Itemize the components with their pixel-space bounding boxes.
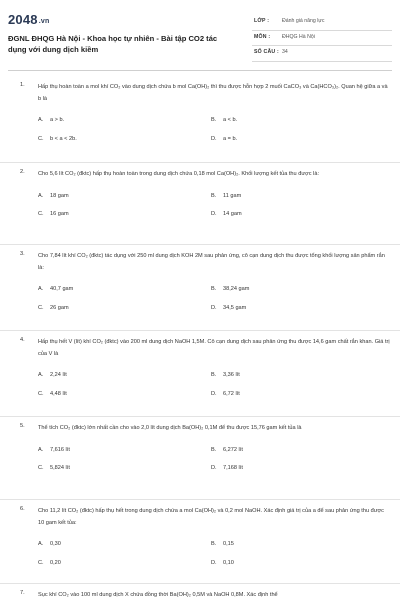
- option-d[interactable]: [211, 130, 384, 149]
- option-letter: B.: [211, 372, 217, 379]
- question-number: 6.: [20, 506, 25, 512]
- logo-tld: .vn: [38, 18, 50, 25]
- option-text: 18 gam: [50, 192, 69, 199]
- question-list: [0, 76, 400, 600]
- logo-text: 2048: [8, 12, 38, 27]
- option-letter: D.: [211, 211, 217, 218]
- option-letter: B.: [211, 192, 217, 199]
- option-letter: B.: [211, 286, 217, 293]
- option-text: b < a < 2b.: [50, 135, 77, 142]
- option-text: 7,616 lít: [50, 446, 70, 453]
- question-stem: Cho 11,2 lít CO₂ (đktc) hấp thụ hết trong dung dịch chứa a mol Ca(OH)₂ và 0,2 mol NaOH. Xác định giá trị của a để sau phản ứng thu được 10 gam kết tủa:: [38, 508, 384, 526]
- option-text: 4,48 lít: [50, 390, 67, 397]
- question-item: [0, 245, 400, 331]
- option-text: 11 gam: [223, 192, 242, 199]
- option-letter: A.: [38, 541, 44, 548]
- option-letter: D.: [211, 559, 217, 566]
- option-b[interactable]: [211, 280, 384, 299]
- question-number: 7.: [20, 590, 25, 596]
- page-header: [0, 0, 400, 68]
- option-letter: C.: [38, 465, 44, 472]
- option-letter: D.: [211, 304, 217, 311]
- option-letter: C.: [38, 304, 44, 311]
- question-item: [0, 76, 400, 163]
- option-text: 3,36 lít: [223, 372, 240, 379]
- question-item: [0, 331, 400, 417]
- option-text: 40,7 gam: [50, 286, 74, 293]
- question-item: [0, 584, 400, 600]
- option-letter: D.: [211, 465, 217, 472]
- option-text: 38,24 gam: [223, 286, 250, 293]
- option-letter: D.: [211, 390, 217, 397]
- option-b[interactable]: [211, 366, 384, 385]
- question-stem: Sục khí CO₂ vào 100 ml dung dịch X chứa đồng thời Ba(OH)₂ 0,5M và NaOH 0,8M. Xác định thể: [38, 592, 278, 598]
- option-letter: A.: [38, 446, 44, 453]
- option-text: 26 gam: [50, 304, 69, 311]
- document-title: ĐGNL ĐHQG Hà Nội - Khoa học tự nhiên - Bài tập CO2 tác dụng với dung dịch kiềm: [8, 34, 218, 54]
- question-number: 3.: [20, 251, 25, 257]
- option-grid: [38, 435, 390, 486]
- meta-row-subject: [252, 31, 392, 47]
- option-text: a < b.: [223, 117, 238, 124]
- option-c[interactable]: [38, 554, 211, 573]
- option-text: 7,168 lít: [223, 465, 243, 472]
- option-text: 5,824 lít: [50, 465, 70, 472]
- question-stem: Cho 7,84 lít khí CO₂ (đktc) tác dụng với 250 ml dung dịch KOH 2M sau phản ứng, cô cạn dung dịch thu được tổng khối lượng sản phẩm rắn là:: [38, 253, 385, 271]
- option-a[interactable]: [38, 535, 211, 554]
- option-letter: A.: [38, 192, 44, 199]
- option-letter: C.: [38, 390, 44, 397]
- option-grid: [38, 181, 390, 232]
- option-letter: C.: [38, 135, 44, 142]
- question-number: 2.: [20, 169, 25, 175]
- option-text: 14 gam: [223, 211, 242, 218]
- meta-value: Đánh giá năng lực: [282, 18, 325, 24]
- option-text: 0,30: [50, 541, 61, 548]
- meta-key: LỚP :: [254, 18, 270, 24]
- question-stem: Hấp thụ hoàn toàn a mol khí CO₂ vào dung dịch chứa b mol Ca(OH)₂ thì thu được hỗn hợp 2 muối CaCO₃ và Ca(HCO₃)₂. Quan hệ giữa a và b là: [38, 84, 388, 102]
- option-grid: [38, 105, 390, 156]
- option-a[interactable]: [38, 111, 211, 130]
- option-letter: A.: [38, 117, 44, 124]
- question-stem: Thể tích CO₂ (đktc) lớn nhất cần cho vào 2,0 lít dung dịch Ba(OH)₂ 0,1M để thu được 15,76 gam kết tủa là: [38, 425, 302, 431]
- option-d[interactable]: [211, 299, 384, 318]
- option-a[interactable]: [38, 366, 211, 385]
- option-text: 6,72 lít: [223, 390, 240, 397]
- option-letter: C.: [38, 559, 44, 566]
- option-b[interactable]: [211, 187, 384, 206]
- question-number: 1.: [20, 82, 25, 88]
- option-letter: B.: [211, 446, 217, 453]
- option-c[interactable]: [38, 205, 211, 224]
- option-a[interactable]: [38, 187, 211, 206]
- option-text: a = b.: [223, 135, 238, 142]
- option-b[interactable]: [211, 111, 384, 130]
- option-a[interactable]: [38, 280, 211, 299]
- option-letter: B.: [211, 541, 217, 548]
- option-text: 0,15: [223, 541, 234, 548]
- option-b[interactable]: [211, 535, 384, 554]
- question-item: [0, 500, 400, 584]
- option-c[interactable]: [38, 130, 211, 149]
- option-c[interactable]: [38, 459, 211, 478]
- meta-row-count: [252, 46, 392, 62]
- option-b[interactable]: [211, 441, 384, 460]
- question-stem: Cho 5,6 lít CO₂ (đktc) hấp thụ hoàn toàn trong dung dịch chứa 0,18 mol Ca(OH)₂. Khối lượng kết tủa thu được là:: [38, 171, 319, 177]
- option-text: 2,24 lít: [50, 372, 67, 379]
- option-grid: [38, 529, 390, 580]
- meta-key: MÔN :: [254, 33, 271, 40]
- meta-value: 34: [282, 49, 288, 55]
- meta-key: SỐ CÂU :: [254, 49, 279, 55]
- option-d[interactable]: [211, 554, 384, 573]
- document-meta: [252, 15, 392, 62]
- option-c[interactable]: [38, 299, 211, 318]
- meta-value: ĐHQG Hà Nội: [282, 33, 315, 40]
- option-text: 6,272 lít: [223, 446, 243, 453]
- option-letter: C.: [38, 211, 44, 218]
- option-grid: [38, 274, 390, 325]
- meta-row-class: [252, 15, 392, 31]
- option-letter: A.: [38, 372, 44, 379]
- question-stem: Hấp thụ hết V (lít) khí CO₂ (đktc) vào 200 ml dung dịch NaOH 1,5M. Cô cạn dung dịch sau phản ứng thu được 14,6 gam chất rắn khan. Giá trị của V là: [38, 339, 390, 357]
- option-text: 0,10: [223, 559, 234, 566]
- option-d[interactable]: [211, 459, 384, 478]
- option-text: 34,5 gam: [223, 304, 247, 311]
- option-text: a > b.: [50, 117, 65, 124]
- option-letter: A.: [38, 286, 44, 293]
- option-letter: D.: [211, 135, 217, 142]
- site-logo[interactable]: [8, 12, 49, 27]
- option-text: 0,20: [50, 559, 61, 566]
- option-letter: B.: [211, 117, 217, 124]
- option-a[interactable]: [38, 441, 211, 460]
- option-grid: [38, 360, 390, 411]
- option-c[interactable]: [38, 385, 211, 404]
- question-item: [0, 163, 400, 245]
- option-d[interactable]: [211, 205, 384, 224]
- question-number: 4.: [20, 337, 25, 343]
- question-item: [0, 417, 400, 500]
- header-divider: [8, 70, 392, 71]
- question-number: 5.: [20, 423, 25, 429]
- option-text: 16 gam: [50, 211, 69, 218]
- option-d[interactable]: [211, 385, 384, 404]
